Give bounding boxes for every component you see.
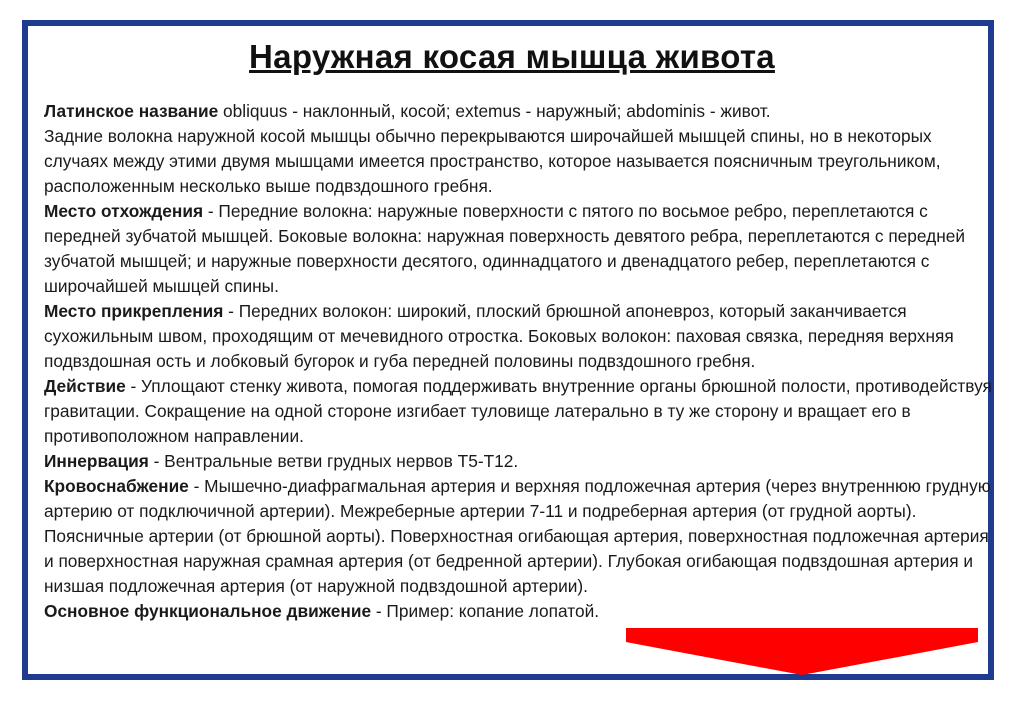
paragraph-label: Латинское название: [44, 101, 219, 121]
paragraph-text: Задние волокна наружной косой мышцы обычно перекрываются широчайшей мышцей спины, но в некоторых случаях между этими двумя мышцами имеется пространство, которое называется поясничным треугольником, расположенным несколько выше подвздошного гребня.: [44, 126, 941, 196]
slide-title: Наружная косая мышца живота: [249, 38, 775, 75]
arrow-shape: [626, 628, 978, 675]
paragraph-label: Место отхождения: [44, 201, 204, 221]
paragraph-text: - Мышечно-диафрагмальная артерия и верхняя подложечная артерия (через внутреннюю грудную артерию от подключичной артерии). Межреберные артерии 7-11 и подреберная артерия (от грудной аорты). Поясничные артерии (от брюшной аорты). Поверхностная огибающая артерия, поверхностная подложечная артерия и поверхностная наружная срамная артерия (от бедренной артерии). Глубокая огибающая подвздошная артерия и низшая подложечная артерия (от наружной подвздошной артерии).: [44, 476, 991, 596]
paragraph-latin-name: [44, 99, 994, 124]
paragraph-label: Действие: [44, 376, 126, 396]
down-arrow-icon: [626, 628, 978, 675]
paragraph-insertion: [44, 299, 994, 374]
paragraph-functional-movement: [44, 599, 994, 624]
paragraph-description: [44, 124, 994, 199]
paragraph-innervation: [44, 449, 994, 474]
paragraph-label: Основное функциональное движение: [44, 601, 372, 621]
paragraph-text: - Передние волокна: наружные поверхности с пятого по восьмое ребро, переплетаются с передней зубчатой мышцей. Боковые волокна: наружная поверхность девятого ребра, переплетаются с передней зубчатой мышцей; и наружные поверхности десятого, одиннадцатого и двенадцатого ребер, переплетаются с широчайшей мышцей спины.: [44, 201, 966, 296]
paragraph-label: Место прикрепления: [44, 301, 224, 321]
paragraph-action: [44, 374, 994, 449]
paragraph-label: Иннервация: [44, 451, 149, 471]
paragraph-origin: [44, 199, 994, 299]
paragraph-text: - Уплощают стенку живота, помогая поддерживать внутренние органы брюшной полости, противодействуя гравитации. Сокращение на одной стороне изгибает туловище латерально в ту же сторону и вращает его в противоположном направлении.: [44, 376, 992, 446]
slide-body: [44, 99, 994, 624]
paragraph-blood-supply: [44, 474, 994, 599]
paragraph-text: obliquus - наклонный, косой; extemus - наружный; abdominis - живот.: [218, 101, 771, 121]
paragraph-label: Кровоснабжение: [44, 476, 189, 496]
paragraph-text: - Вентральные ветви грудных нервов Т5-Т12.: [148, 451, 519, 471]
paragraph-text: - Пример: копание лопатой.: [371, 601, 600, 621]
paragraph-text: - Передних волокон: широкий, плоский брюшной апоневроз, который заканчивается сухожильным швом, проходящим от мечевидного отростка. Боковых волокон: паховая связка, передняя верхняя подвздошная ость и лобковый бугорок и губа передней половины подвздошного гребня.: [44, 301, 954, 371]
